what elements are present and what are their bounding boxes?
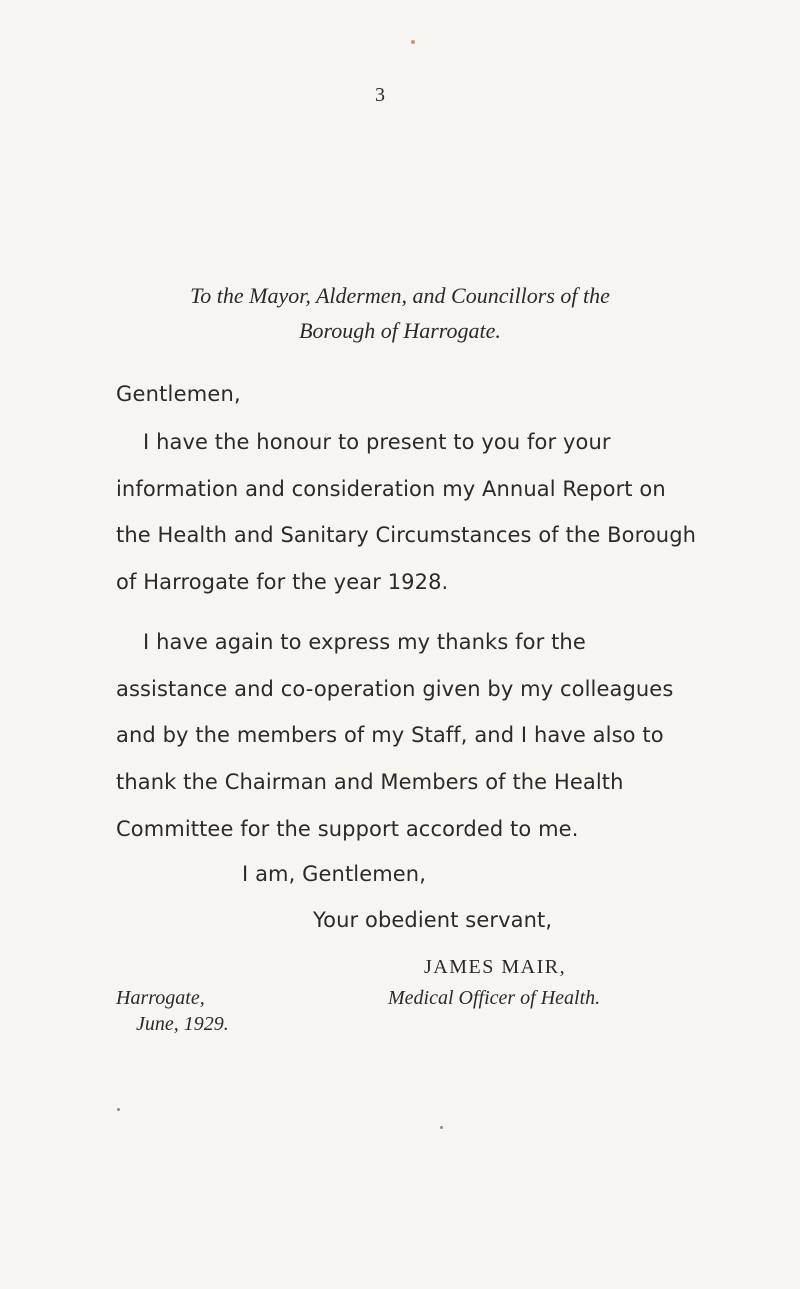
- paper-speck: [440, 1126, 443, 1129]
- address-line-1: To the Mayor, Aldermen, and Councillors of the: [190, 283, 610, 308]
- paragraph-2-line: assistance and co-operation given by my colleagues: [116, 677, 674, 701]
- place: Harrogate,: [116, 987, 205, 1009]
- paragraph-2-line: thank the Chairman and Members of the Health: [116, 770, 624, 794]
- paragraph-1-line: of Harrogate for the year 1928.: [116, 570, 449, 594]
- paragraph-2-line: and by the members of my Staff, and I have also to: [116, 723, 664, 747]
- paragraph-1-line: I have the honour to present to you for your: [143, 430, 611, 454]
- date: June, 1929.: [136, 1013, 229, 1035]
- paragraph-1-line: the Health and Sanitary Circumstances of the Borough: [116, 523, 697, 547]
- signature-name: JAMES MAIR,: [424, 956, 567, 978]
- page-number: 3: [375, 84, 385, 106]
- paper-speck: [411, 40, 415, 44]
- paper-speck: [117, 1108, 120, 1111]
- paragraph-2-line: Committee for the support accorded to me.: [116, 817, 579, 841]
- salutation: Gentlemen,: [116, 382, 241, 406]
- signature-title: Medical Officer of Health.: [388, 987, 601, 1009]
- paragraph-1-line: information and consideration my Annual Report on: [116, 477, 666, 501]
- closing-line-2: Your obedient servant,: [313, 908, 553, 932]
- address-line-2: Borough of Harrogate.: [299, 318, 501, 343]
- paragraph-2-line: I have again to express my thanks for the: [143, 630, 586, 654]
- closing-line-1: I am, Gentlemen,: [242, 862, 426, 886]
